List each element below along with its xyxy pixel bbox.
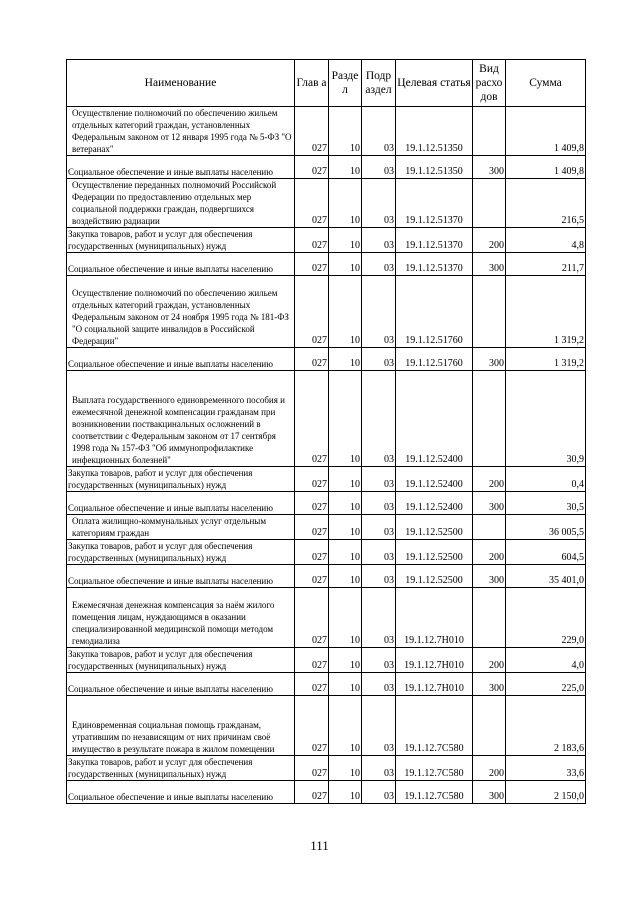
- row-subsection: 03: [362, 492, 396, 515]
- header-subsection: Подр аздел: [362, 60, 396, 107]
- row-section: 10: [329, 228, 362, 253]
- row-target: 19.1.12.51350: [396, 156, 473, 179]
- row-name: Закупка товаров, работ и услуг для обеспечения государственных (муниципальных) нужд: [67, 756, 295, 781]
- row-amount: 4,8: [506, 228, 586, 253]
- row-chapter: 027: [295, 348, 329, 371]
- row-name: Социальное обеспечение и иные выплаты населению: [67, 492, 295, 515]
- row-target: 19.1.12.51350: [396, 107, 473, 156]
- row-expense-type: [473, 515, 506, 540]
- row-name: Социальное обеспечение и иные выплаты населению: [67, 156, 295, 179]
- row-target: 19.1.12.52500: [396, 540, 473, 565]
- row-chapter: 027: [295, 107, 329, 156]
- row-name: Социальное обеспечение и иные выплаты населению: [67, 781, 295, 804]
- row-section: 10: [329, 756, 362, 781]
- row-expense-type: 300: [473, 781, 506, 804]
- row-target: 19.1.12.52500: [396, 565, 473, 588]
- table-row: [67, 371, 586, 467]
- row-name: Осуществление переданных полномочий Российской Федерации по предоставлению отдельных мер социальной поддержки граждан, подвергшихся воздействию радиации: [67, 179, 295, 228]
- row-name: Осуществление полномочий по обеспечению жильем отдельных категорий граждан, установленных Федеральным законом от 24 ноября 1995 года № 181-ФЗ "О социальной защите инвалидов в Российской Федерации": [67, 276, 295, 348]
- row-section: 10: [329, 673, 362, 696]
- header-amount: Сумма: [506, 60, 586, 107]
- row-name: Социальное обеспечение и иные выплаты населению: [67, 253, 295, 276]
- row-name: Социальное обеспечение и иные выплаты населению: [67, 348, 295, 371]
- row-section: 10: [329, 179, 362, 228]
- row-amount: 211,7: [506, 253, 586, 276]
- row-subsection: 03: [362, 648, 396, 673]
- row-section: 10: [329, 515, 362, 540]
- row-target: 19.1.12.52500: [396, 515, 473, 540]
- header-section: Разде л: [329, 60, 362, 107]
- row-chapter: 027: [295, 781, 329, 804]
- table-row: [67, 276, 586, 348]
- row-subsection: 03: [362, 565, 396, 588]
- row-target: 19.1.12.7С580: [396, 781, 473, 804]
- row-target: 19.1.12.52400: [396, 371, 473, 467]
- header-chapter: Глав а: [295, 60, 329, 107]
- row-section: 10: [329, 781, 362, 804]
- row-subsection: 03: [362, 540, 396, 565]
- row-amount: 216,5: [506, 179, 586, 228]
- row-expense-type: 200: [473, 540, 506, 565]
- table-header-row: [67, 60, 586, 107]
- row-subsection: 03: [362, 467, 396, 492]
- row-section: 10: [329, 588, 362, 648]
- row-chapter: 027: [295, 253, 329, 276]
- table-row: [67, 648, 586, 673]
- row-target: 19.1.12.7Н010: [396, 588, 473, 648]
- row-section: 10: [329, 696, 362, 756]
- row-name: Закупка товаров, работ и услуг для обеспечения государственных (муниципальных) нужд: [67, 467, 295, 492]
- row-section: 10: [329, 565, 362, 588]
- row-section: 10: [329, 276, 362, 348]
- row-chapter: 027: [295, 540, 329, 565]
- table-row: [67, 781, 586, 804]
- row-chapter: 027: [295, 565, 329, 588]
- row-amount: 604,5: [506, 540, 586, 565]
- row-target: 19.1.12.52400: [396, 492, 473, 515]
- table-row: [67, 565, 586, 588]
- row-target: 19.1.12.7Н010: [396, 648, 473, 673]
- table-row: [67, 467, 586, 492]
- table-row: [67, 588, 586, 648]
- row-subsection: 03: [362, 348, 396, 371]
- row-subsection: 03: [362, 588, 396, 648]
- row-expense-type: [473, 371, 506, 467]
- row-chapter: 027: [295, 492, 329, 515]
- row-chapter: 027: [295, 467, 329, 492]
- row-target: 19.1.12.7Н010: [396, 673, 473, 696]
- row-chapter: 027: [295, 673, 329, 696]
- table-row: [67, 228, 586, 253]
- row-expense-type: [473, 696, 506, 756]
- row-section: 10: [329, 253, 362, 276]
- row-subsection: 03: [362, 156, 396, 179]
- row-subsection: 03: [362, 756, 396, 781]
- row-target: 19.1.12.51370: [396, 179, 473, 228]
- row-name: Осуществление полномочий по обеспечению жильем отдельных категорий граждан, установленных Федеральным законом от 12 января 1995 года № 5-ФЗ "О ветеранах": [67, 107, 295, 156]
- row-name: Социальное обеспечение и иные выплаты населению: [67, 565, 295, 588]
- row-expense-type: 200: [473, 648, 506, 673]
- row-chapter: 027: [295, 371, 329, 467]
- row-expense-type: 200: [473, 756, 506, 781]
- row-amount: 35 401,0: [506, 565, 586, 588]
- row-target: 19.1.12.51760: [396, 348, 473, 371]
- row-amount: 229,0: [506, 588, 586, 648]
- row-section: 10: [329, 348, 362, 371]
- table-row: [67, 107, 586, 156]
- row-subsection: 03: [362, 696, 396, 756]
- row-subsection: 03: [362, 228, 396, 253]
- row-chapter: 027: [295, 648, 329, 673]
- row-amount: 2 183,6: [506, 696, 586, 756]
- row-amount: 30,5: [506, 492, 586, 515]
- table-row: [67, 673, 586, 696]
- table-row: [67, 756, 586, 781]
- row-target: 19.1.12.7С580: [396, 756, 473, 781]
- row-target: 19.1.12.51370: [396, 228, 473, 253]
- row-name: Выплата государственного единовременного пособия и ежемесячной денежной компенсации гражданам при возникновении поствакцинальных осложнений в соответствии с Федеральным законом от 17 сентября 1998 года № 157-ФЗ "Об иммунопрофилактике инфекционных болезней": [67, 371, 295, 467]
- row-chapter: 027: [295, 156, 329, 179]
- table-row: [67, 492, 586, 515]
- row-section: 10: [329, 648, 362, 673]
- row-chapter: 027: [295, 756, 329, 781]
- row-amount: 1 409,8: [506, 107, 586, 156]
- row-name: Социальное обеспечение и иные выплаты населению: [67, 673, 295, 696]
- table-row: [67, 348, 586, 371]
- row-section: 10: [329, 540, 362, 565]
- row-expense-type: 200: [473, 467, 506, 492]
- row-subsection: 03: [362, 371, 396, 467]
- page-number: 111: [310, 838, 329, 853]
- row-expense-type: 200: [473, 228, 506, 253]
- row-amount: 1 319,2: [506, 348, 586, 371]
- row-expense-type: 300: [473, 673, 506, 696]
- row-amount: 4,0: [506, 648, 586, 673]
- row-name: Закупка товаров, работ и услуг для обеспечения государственных (муниципальных) нужд: [67, 648, 295, 673]
- row-chapter: 027: [295, 515, 329, 540]
- table-row: [67, 696, 586, 756]
- row-subsection: 03: [362, 179, 396, 228]
- header-name: Наименование: [67, 60, 295, 107]
- row-expense-type: [473, 276, 506, 348]
- row-chapter: 027: [295, 276, 329, 348]
- row-expense-type: 300: [473, 348, 506, 371]
- row-section: 10: [329, 156, 362, 179]
- row-chapter: 027: [295, 696, 329, 756]
- table-row: [67, 156, 586, 179]
- row-chapter: 027: [295, 228, 329, 253]
- row-subsection: 03: [362, 673, 396, 696]
- row-subsection: 03: [362, 253, 396, 276]
- row-amount: 33,6: [506, 756, 586, 781]
- row-section: 10: [329, 492, 362, 515]
- row-chapter: 027: [295, 588, 329, 648]
- row-target: 19.1.12.52400: [396, 467, 473, 492]
- row-expense-type: 300: [473, 253, 506, 276]
- row-target: 19.1.12.7С580: [396, 696, 473, 756]
- row-amount: 0,4: [506, 467, 586, 492]
- table-row: [67, 179, 586, 228]
- row-target: 19.1.12.51370: [396, 253, 473, 276]
- row-subsection: 03: [362, 276, 396, 348]
- row-expense-type: 300: [473, 156, 506, 179]
- row-name: Единовременная социальная помощь гражданам, утратившим по независящим от них причинам своё имущество в результате пожара в жилом помещении: [67, 696, 295, 756]
- row-expense-type: [473, 107, 506, 156]
- table-row: [67, 515, 586, 540]
- row-name: Закупка товаров, работ и услуг для обеспечения государственных (муниципальных) нужд: [67, 228, 295, 253]
- row-amount: 36 005,5: [506, 515, 586, 540]
- table-row: [67, 253, 586, 276]
- row-name: Оплата жилищно-коммунальных услуг отдельным категориям граждан: [67, 515, 295, 540]
- row-target: 19.1.12.51760: [396, 276, 473, 348]
- row-name: Закупка товаров, работ и услуг для обеспечения государственных (муниципальных) нужд: [67, 540, 295, 565]
- row-name: Ежемесячная денежная компенсация за наём жилого помещения лицам, нуждающимся в оказании специализированной медицинской помощи методом гемодиализа: [67, 588, 295, 648]
- row-subsection: 03: [362, 107, 396, 156]
- row-expense-type: 300: [473, 565, 506, 588]
- row-section: 10: [329, 467, 362, 492]
- row-expense-type: [473, 179, 506, 228]
- row-amount: 225,0: [506, 673, 586, 696]
- row-amount: 1 319,2: [506, 276, 586, 348]
- row-chapter: 027: [295, 179, 329, 228]
- row-section: 10: [329, 107, 362, 156]
- header-target: Целевая статья: [396, 60, 473, 107]
- row-expense-type: [473, 588, 506, 648]
- row-expense-type: 300: [473, 492, 506, 515]
- row-section: 10: [329, 371, 362, 467]
- row-amount: 30,9: [506, 371, 586, 467]
- row-amount: 2 150,0: [506, 781, 586, 804]
- header-expense-type: Вид расхо дов: [473, 60, 506, 107]
- table-row: [67, 540, 586, 565]
- row-subsection: 03: [362, 781, 396, 804]
- row-subsection: 03: [362, 515, 396, 540]
- row-amount: 1 409,8: [506, 156, 586, 179]
- budget-table: [66, 59, 586, 804]
